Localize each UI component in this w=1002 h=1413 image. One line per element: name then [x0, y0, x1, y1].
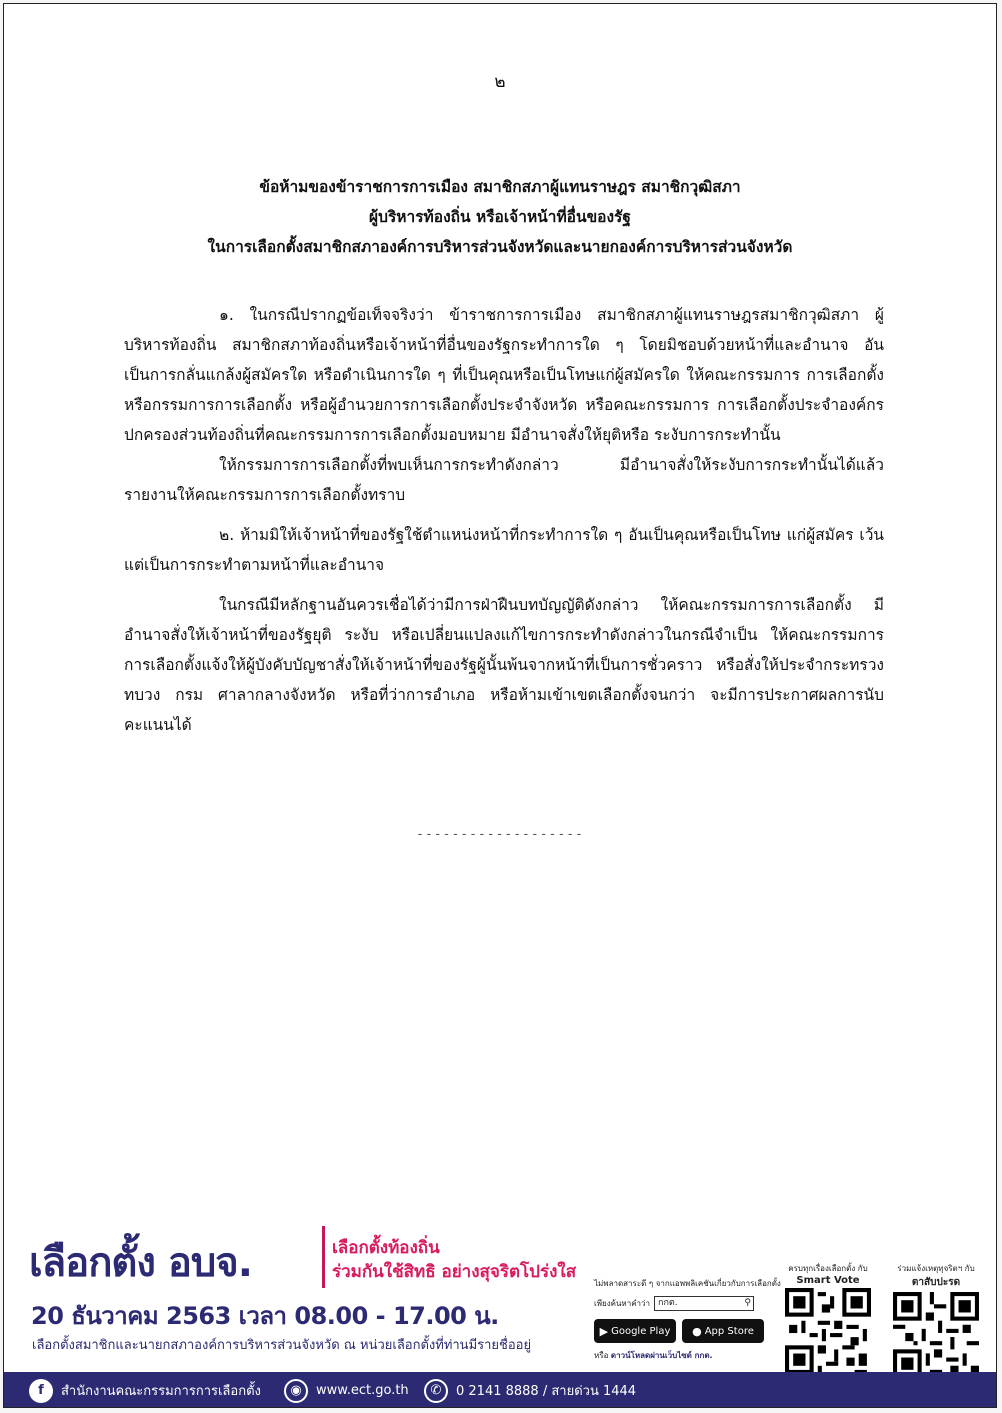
play-icon: ▶: [599, 1324, 609, 1338]
app-search-hint: [594, 1296, 774, 1311]
or-label: หรือ: [594, 1351, 609, 1360]
document-page: [3, 3, 997, 1408]
footer-website[interactable]: [284, 1372, 409, 1408]
banner-subtitle: เลือกตั้งสมาชิกและนายกสภาองค์การบริหารส่วนจังหวัด ณ หน่วยเลือกตั้งที่ท่านมีรายชื่ออยู่: [32, 1338, 532, 1353]
heading-line-1: ข้อห้ามของข้าราชการการเมือง สมาชิกสภาผู้แทนราษฎร สมาชิกวุฒิสภา: [259, 177, 741, 196]
smart-vote-qr-block: [782, 1262, 874, 1377]
facebook-icon: f: [29, 1379, 53, 1403]
paragraph-1: ๑. ในกรณีปรากฏข้อเท็จจริงว่า ข้าราชการการเมือง สมาชิกสภาผู้แทนราษฎรสมาชิกวุฒิสภา ผู้บริหารท้องถิ่น สมาชิกสภาท้องถิ่นหรือเจ้าหน้าที่อื่นของรัฐกระทำการใด ๆ โดยมิชอบด้วยหน้าที่และอำนาจ อันเป็นการกลั่นแกล้งผู้สมัครใด หรือดำเนินการใด ๆ ที่เป็นคุณหรือเป็นโทษแก่ผู้สมัครใด ให้คณะกรรมการ การเลือกตั้ง หรือกรรมการการเลือกตั้ง หรือผู้อำนวยการการเลือกตั้งประจำจังหวัด หรือคณะกรรมการ การเลือกตั้งประจำองค์กรปกครองส่วนท้องถิ่นที่คณะกรรมการการเลือกตั้งมอบหมาย มีอำนาจสั่งให้ยุติหรือ ระงับการกระทำนั้น: [124, 306, 884, 444]
banner-slogan-1: เลือกตั้งท้องถิ่น: [332, 1238, 440, 1258]
footer-website-label: www.ect.go.th: [316, 1383, 409, 1398]
google-play-badge[interactable]: [594, 1319, 676, 1343]
ta-sap-parod-qr-code[interactable]: [893, 1292, 979, 1378]
heading-line-3: ในการเลือกตั้งสมาชิกสภาองค์การบริหารส่วนจังหวัดและนายกองค์การบริหารส่วนจังหวัด: [207, 237, 793, 256]
document-body: [124, 300, 884, 740]
search-icon: ⚲: [744, 1298, 752, 1308]
smart-vote-qr-code[interactable]: [785, 1288, 871, 1374]
ta-sap-parod-caption: ร่วมแจ้งเหตุทุจริตฯ กับ: [897, 1264, 975, 1273]
smart-vote-caption: ครบทุกเรื่องเลือกตั้ง กับ: [788, 1264, 868, 1273]
heading-line-2: ผู้บริหารท้องถิ่น หรือเจ้าหน้าที่อื่นของรัฐ: [369, 207, 631, 226]
apple-icon: ●: [692, 1324, 702, 1338]
page-number: ๒: [494, 72, 506, 92]
smart-vote-name: Smart Vote: [796, 1275, 860, 1286]
paragraph-3: ๒. ห้ามมิให้เจ้าหน้าที่ของรัฐใช้ตำแหน่งหน้าที่กระทำการใด ๆ อันเป็นคุณหรือเป็นโทษ แก่ผู้สมัคร เว้นแต่เป็นการกระทำตามหน้าที่และอำนาจ: [124, 526, 884, 574]
phone-icon: ✆: [424, 1379, 448, 1403]
ta-sap-parod-qr-block: [890, 1262, 982, 1381]
app-store-label: App Store: [704, 1325, 754, 1337]
website-download-label: ดาวน์โหลดผ่านเว็บไซต์ กกต.: [610, 1351, 713, 1360]
end-divider: -------------------: [416, 827, 584, 842]
banner-title: เลือกตั้ง อบจ.: [29, 1240, 252, 1286]
ta-sap-parod-name: ตาสับปะรด: [911, 1277, 961, 1288]
banner-slogan-2: ร่วมกันใช้สิทธิ อย่างสุจริตโปร่งใส: [332, 1262, 577, 1282]
footer-facebook[interactable]: [29, 1372, 261, 1408]
footer-bar: [4, 1372, 997, 1408]
app-store-badge[interactable]: [682, 1319, 764, 1343]
paragraph-2: ให้กรรมการการเลือกตั้งที่พบเห็นการกระทำดังกล่าว มีอำนาจสั่งให้ระงับการกระทำนั้นได้แล้ว รายงานให้คณะกรรมการการเลือกตั้งทราบ: [124, 456, 884, 504]
store-badges: [594, 1319, 774, 1343]
google-play-label: Google Play: [611, 1325, 671, 1337]
banner-date: 20 ธันวาคม 2563 เวลา 08.00 - 17.00 น.: [31, 1302, 499, 1330]
footer-phone-label: 0 2141 8888 / สายด่วน 1444: [456, 1384, 637, 1399]
document-heading: [4, 172, 996, 262]
search-field: [654, 1296, 754, 1311]
website-download-text: [594, 1349, 774, 1362]
search-value: กกต.: [658, 1298, 678, 1308]
app-info-text: ไม่พลาดสาระดี ๆ จากแอพพลิเคชันเกี่ยวกับการเลือกตั้ง: [594, 1279, 781, 1288]
app-download-info: [594, 1277, 781, 1362]
footer-phone[interactable]: [424, 1372, 636, 1408]
globe-icon: ◉: [284, 1379, 308, 1403]
banner-divider: [322, 1226, 325, 1288]
election-banner: [4, 1202, 997, 1372]
search-label: เพียงค้นหาคำว่า: [594, 1299, 651, 1308]
footer-org-label: สำนักงานคณะกรรมการการเลือกตั้ง: [61, 1384, 261, 1399]
paragraph-4: ในกรณีมีหลักฐานอันควรเชื่อได้ว่ามีการฝ่าฝืนบทบัญญัติดังกล่าว ให้คณะกรรมการการเลือกตั้ง มีอำนาจสั่งให้เจ้าหน้าที่ของรัฐยุติ ระงับ หรือเปลี่ยนแปลงแก้ไขการกระทำดังกล่าวในกรณีจำเป็น ให้คณะกรรมการการเลือกตั้งแจ้งให้ผู้บังคับบัญชาสั่งให้เจ้าหน้าที่ของรัฐผู้นั้นพ้นจากหน้าที่เป็นการชั่วคราว หรือสั่งให้ประจำกระทรวง ทบวง กรม ศาลากลางจังหวัด หรือที่ว่าการอำเภอ หรือห้ามเข้าเขตเลือกตั้งจนกว่า จะมีการประกาศผลการนับคะแนนได้: [124, 596, 884, 734]
